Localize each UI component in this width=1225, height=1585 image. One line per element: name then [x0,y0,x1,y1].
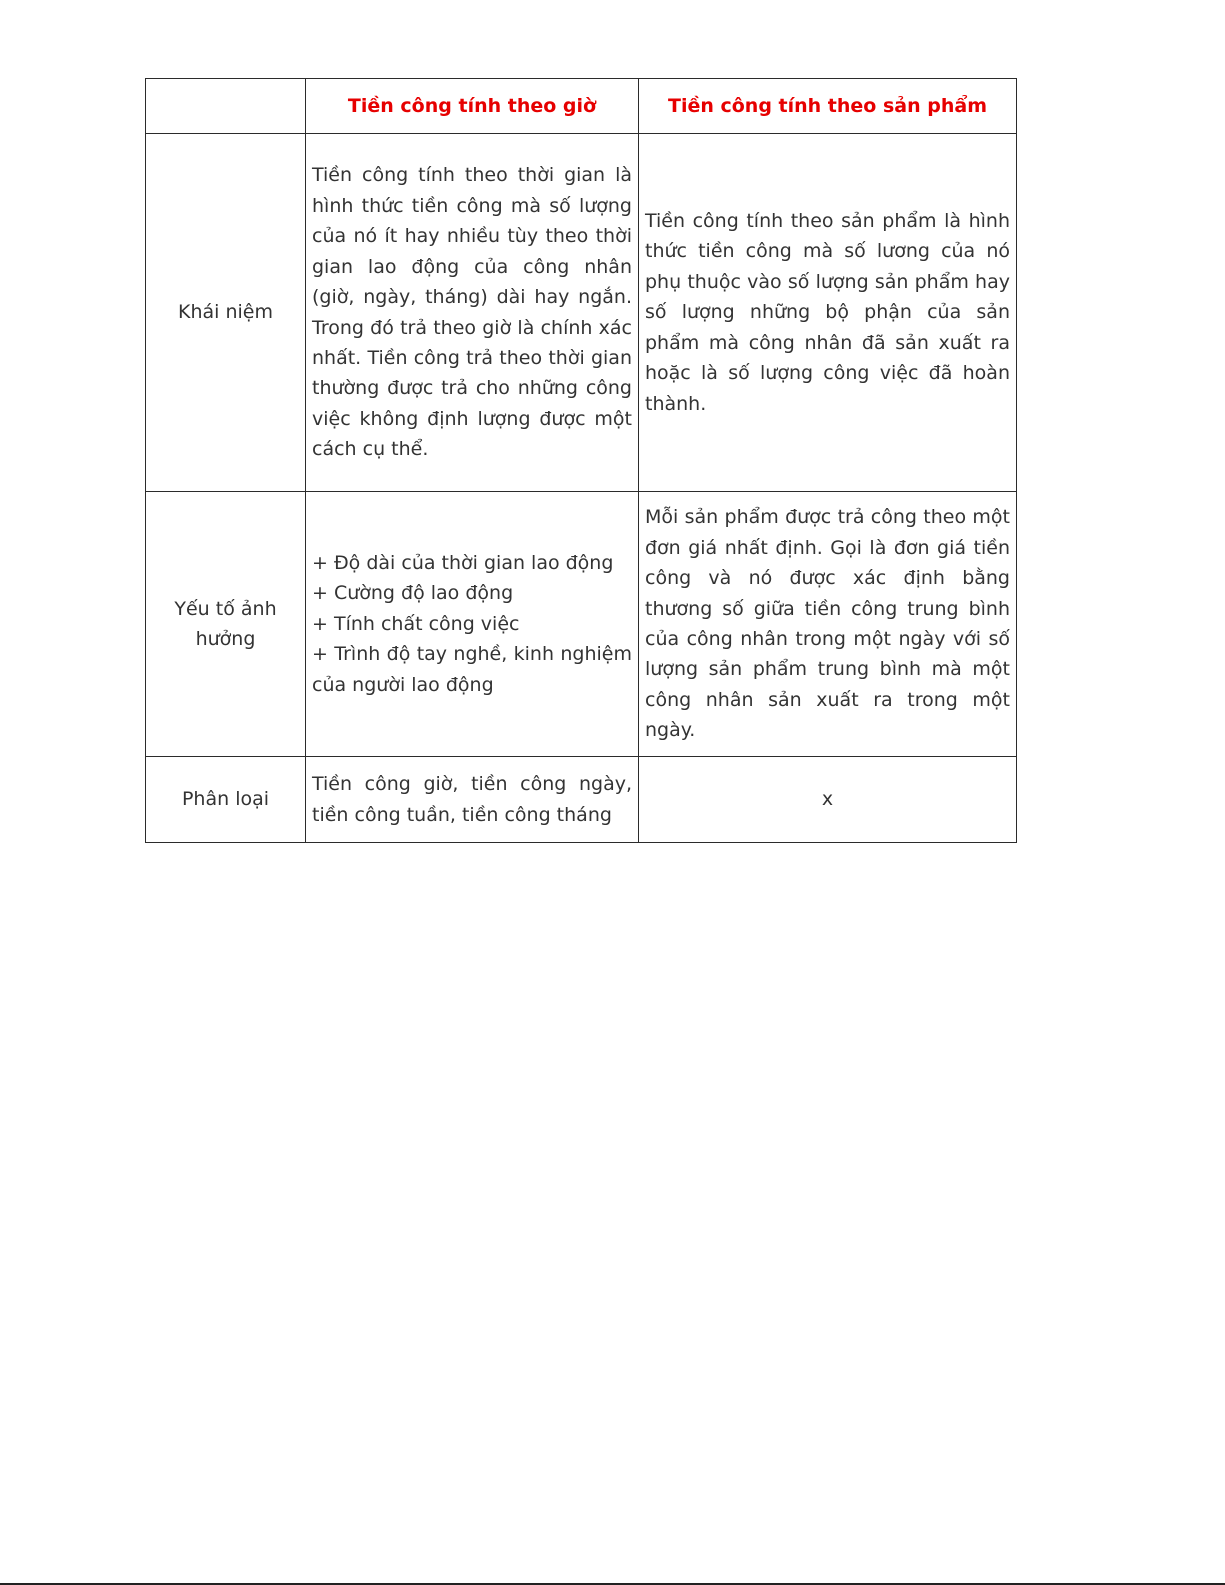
row-label-classification: Phân loại [146,757,306,843]
cell-factors-product: Mỗi sản phẩm được trả công theo một đơn giá nhất định. Gọi là đơn giá tiền công và nó được xác định bằng thương số giữa tiền công trung bình của công nhân trong một ngày với số lượng sản phẩm trung bình mà một công nhân sản xuất ra trong một ngày. [639,492,1017,757]
cell-classification-product: x [639,757,1017,843]
factor-item: + Cường độ lao động [312,582,514,605]
comparison-table [145,78,1017,843]
cell-concept-product: Tiền công tính theo sản phẩm là hình thức tiền công mà số lương của nó phụ thuộc vào số lượng sản phẩm hay số lượng những bộ phận của sản phẩm mà công nhân đã sản xuất ra hoặc là số lượng công việc đã hoàn thành. [639,134,1017,492]
table-header-row [146,79,1017,134]
table-row-concept [146,134,1017,492]
header-hourly-wage: Tiền công tính theo giờ [306,79,639,134]
cell-classification-hourly: Tiền công giờ, tiền công ngày, tiền công tuần, tiền công tháng [306,757,639,843]
cell-concept-hourly: Tiền công tính theo thời gian là hình thức tiền công mà số lượng của nó ít hay nhiều tùy theo thời gian lao động của công nhân (giờ, ngày, tháng) dài hay ngắn. Trong đó trả theo giờ là chính xác nhất. Tiền công trả theo thời gian thường được trả cho những công việc không định lượng được một cách cụ thể. [306,134,639,492]
table-row-factors [146,492,1017,757]
table-row-classification [146,757,1017,843]
cell-factors-hourly [306,492,639,757]
header-empty-cell [146,79,306,134]
factor-item: + Trình độ tay nghề, kinh nghiệm của người lao động [312,643,632,696]
row-label-concept: Khái niệm [146,134,306,492]
row-label-factors: Yếu tố ảnh hưởng [146,492,306,757]
header-product-wage: Tiền công tính theo sản phẩm [639,79,1017,134]
factor-item: + Tính chất công việc [312,612,520,635]
factor-item: + Độ dài của thời gian lao động [312,551,614,574]
